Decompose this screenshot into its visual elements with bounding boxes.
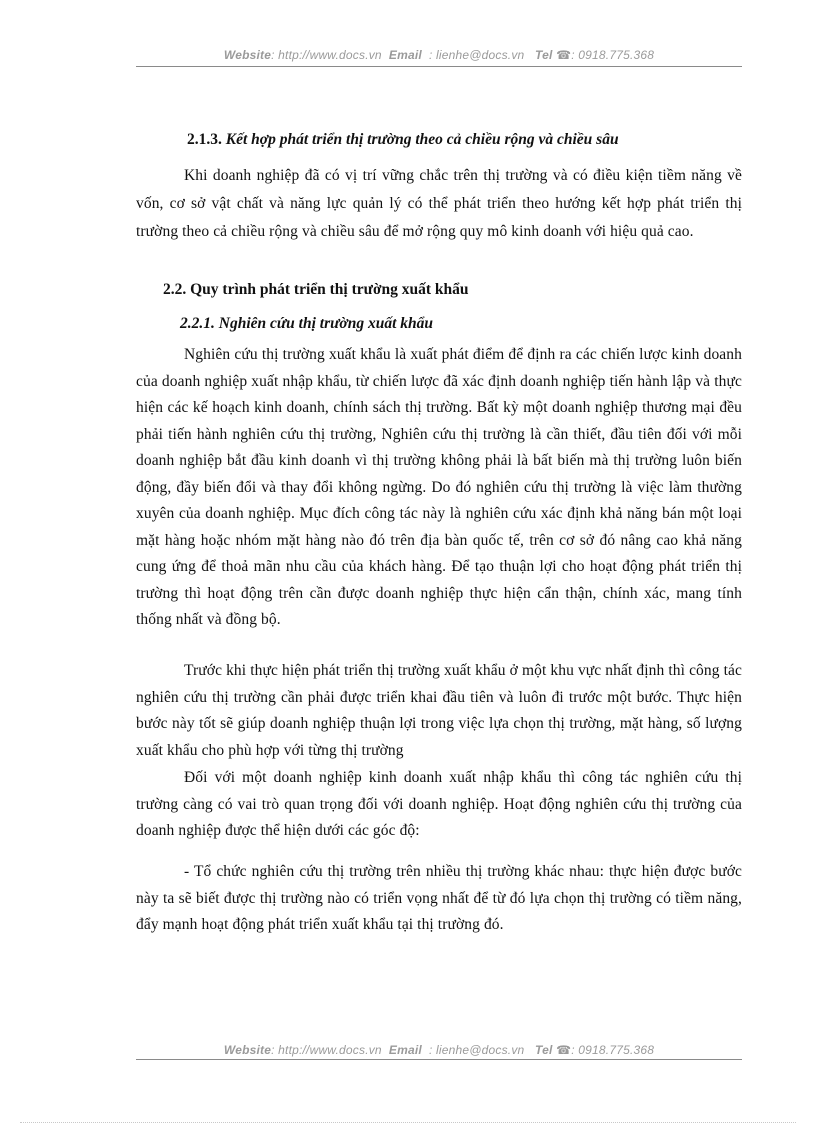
phone-icon: ☎ bbox=[556, 48, 572, 62]
footer-email-value: : lienhe@docs.vn bbox=[428, 1043, 525, 1057]
section-title: Kết hợp phát triển thị trường theo cả chiều rộng và chiều sâu bbox=[225, 131, 619, 148]
header-email-value: : lienhe@docs.vn bbox=[428, 48, 525, 62]
footer-tel-value: : 0918.775.368 bbox=[571, 1043, 655, 1057]
section-heading-2-2-1: 2.2.1. Nghiên cứu thị trường xuất khẩu bbox=[180, 315, 433, 332]
header-website-label: Website bbox=[223, 48, 272, 62]
footer-divider bbox=[136, 1059, 742, 1060]
header-tel-label: Tel bbox=[535, 48, 553, 62]
footer-website-value: : http://www.docs.vn bbox=[271, 1043, 382, 1057]
paragraph-2-2-1-3: Đối với một doanh nghiệp kinh doanh xuất nhập khẩu thì công tác nghiên cứu thị trường càng có vai trò quan trọng đối với doanh nghiệp. Hoạt động nghiên cứu thị trường của doanh nghiệp được thể hiện dưới các góc độ: bbox=[136, 769, 742, 839]
header-website-value: : http://www.docs.vn bbox=[271, 48, 382, 62]
header-email-label: Email bbox=[388, 48, 422, 62]
page-footer bbox=[136, 1043, 742, 1057]
section-heading-2-2: 2.2. Quy trình phát triển thị trường xuất khẩu bbox=[163, 281, 469, 298]
page-header bbox=[136, 48, 742, 62]
phone-icon: ☎ bbox=[556, 1043, 572, 1057]
paragraph-2-2-1-2: Trước khi thực hiện phát triển thị trường xuất khẩu ở một khu vực nhất định thì công tác nghiên cứu thị trường cần phải được triển khai đầu tiên và luôn đi trước một bước. Thực hiện bước này tốt sẽ giúp doanh nghiệp thuận lợi trong việc lựa chọn thị trường, mặt hàng, số lượng xuất khẩu cho phù hợp với từng thị trường bbox=[136, 662, 742, 759]
header-divider bbox=[136, 66, 742, 67]
footer-website-label: Website bbox=[223, 1043, 272, 1057]
paragraph-2-1-3: Khi doanh nghiệp đã có vị trí vững chắc trên thị trường và có điều kiện tiềm năng về vốn, cơ sở vật chất và năng lực quản lý có thể phát triển theo hướng kết hợp phát triển thị trường theo cả chiều rộng và chiều sâu để mở rộng quy mô kinh doanh với hiệu quả cao. bbox=[136, 167, 742, 240]
footer-email-label: Email bbox=[388, 1043, 422, 1057]
paragraph-2-2-1-4: - Tổ chức nghiên cứu thị trường trên nhiều thị trường khác nhau: thực hiện được bước này ta sẽ biết được thị trường nào có triển vọng nhất để từ đó lựa chọn thị trường có tiềm năng, đẩy mạnh hoạt động phát triển xuất khẩu tại thị trường đó. bbox=[136, 863, 742, 933]
section-number: 2.1.3. bbox=[187, 131, 222, 148]
paragraph-2-2-1-1: Nghiên cứu thị trường xuất khẩu là xuất phát điểm để định ra các chiến lược kinh doanh của doanh nghiệp xuất nhập khẩu, từ chiến lược đã xác định doanh nghiệp tiến hành lập và thực hiện các kế hoạch kinh doanh, chính sách thị trường. Bất kỳ một doanh nghiệp thương mại đều phải tiến hành nghiên cứu thị trường, Nghiên cứu thị trường là cần thiết, đầu tiên đối với mỗi doanh nghiệp bắt đầu kinh doanh vì thị trường không phải là bất biến mà thị trường luôn biến động, đầy biến đổi và thay đổi không ngừng. Do đó nghiên cứu thị trường là việc làm thường xuyên của doanh nghiệp. Mục đích công tác này là nghiên cứu xác định khả năng bán một loại mặt hàng hoặc nhóm mặt hàng nào đó trên địa bàn quốc tế, trên cơ sở đó nâng cao khả năng cung ứng để thoả mãn nhu cầu của khách hàng. Để tạo thuận lợi cho hoạt động phát triển thị trường thì hoạt động trên cần được doanh nghiệp thực hiện cẩn thận, chính xác, mang tính thống nhất và đồng bộ. bbox=[136, 346, 742, 628]
section-heading-2-1-3 bbox=[187, 131, 619, 149]
header-tel-value: : 0918.775.368 bbox=[571, 48, 655, 62]
footer-tel-label: Tel bbox=[535, 1043, 553, 1057]
